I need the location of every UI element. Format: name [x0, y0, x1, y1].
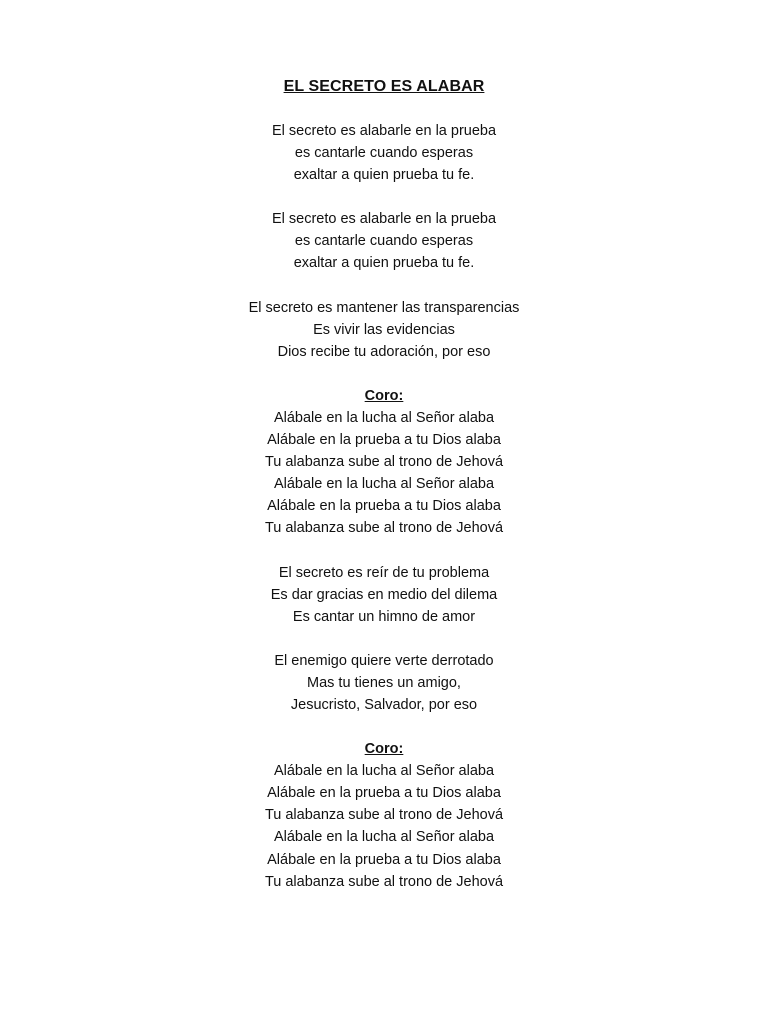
chorus-2	[0, 738, 768, 893]
lyric-line: Es dar gracias en medio del dilema	[270, 586, 498, 603]
lyric-line: Es cantar un himno de amor	[292, 608, 476, 625]
lyric-line: Alábale en la lucha al Señor alaba	[273, 829, 495, 846]
stanza-1	[0, 120, 768, 186]
lyric-line: Alábale en la lucha al Señor alaba	[273, 763, 495, 780]
lyric-line: El enemigo quiere verte derrotado	[274, 652, 494, 669]
lyric-line: Alábale en la lucha al Señor alaba	[273, 476, 495, 493]
lyrics-document	[0, 76, 768, 915]
stanza-5	[0, 562, 768, 628]
stanza-6	[0, 650, 768, 716]
stanza-2	[0, 208, 768, 274]
chorus-label: Coro:	[364, 741, 404, 758]
lyric-line: El secreto es reír de tu problema	[278, 564, 490, 581]
document-title: EL SECRETO ES ALABAR	[283, 78, 485, 95]
stanza-3	[0, 297, 768, 363]
lyric-line: Alábale en la prueba a tu Dios alaba	[267, 785, 501, 802]
lyric-line: El secreto es alabarle en la prueba	[271, 123, 497, 139]
lyric-line: Tu alabanza sube al trono de Jehová	[264, 454, 504, 471]
lyric-line: Tu alabanza sube al trono de Jehová	[264, 520, 504, 537]
lyric-line: Dios recibe tu adoración, por eso	[277, 343, 491, 360]
lyric-line: exaltar a quien prueba tu fe.	[293, 255, 475, 272]
lyric-line: Tu alabanza sube al trono de Jehová	[264, 873, 504, 890]
lyric-line: Es vivir las evidencias	[313, 321, 455, 338]
lyric-line: Alábale en la prueba a tu Dios alaba	[267, 851, 501, 868]
lyric-line: El secreto es alabarle en la prueba	[271, 211, 497, 228]
lyric-line: Mas tu tienes un amigo,	[307, 674, 461, 691]
lyric-line: Alábale en la lucha al Señor alaba	[273, 409, 495, 426]
lyric-line: exaltar a quien prueba tu fe.	[293, 167, 475, 184]
lyric-line: Alábale en la prueba a tu Dios alaba	[267, 432, 501, 449]
chorus-label: Coro:	[364, 387, 404, 404]
lyric-line: Tu alabanza sube al trono de Jehová	[264, 807, 504, 824]
lyric-line: Jesucristo, Salvador, por eso	[290, 696, 478, 713]
lyric-line: es cantarle cuando esperas	[294, 233, 474, 250]
lyric-line: El secreto es mantener las transparencias	[248, 299, 520, 316]
lyric-line: es cantarle cuando esperas	[294, 145, 474, 162]
chorus-1	[0, 385, 768, 540]
lyric-line: Alábale en la prueba a tu Dios alaba	[267, 498, 501, 515]
